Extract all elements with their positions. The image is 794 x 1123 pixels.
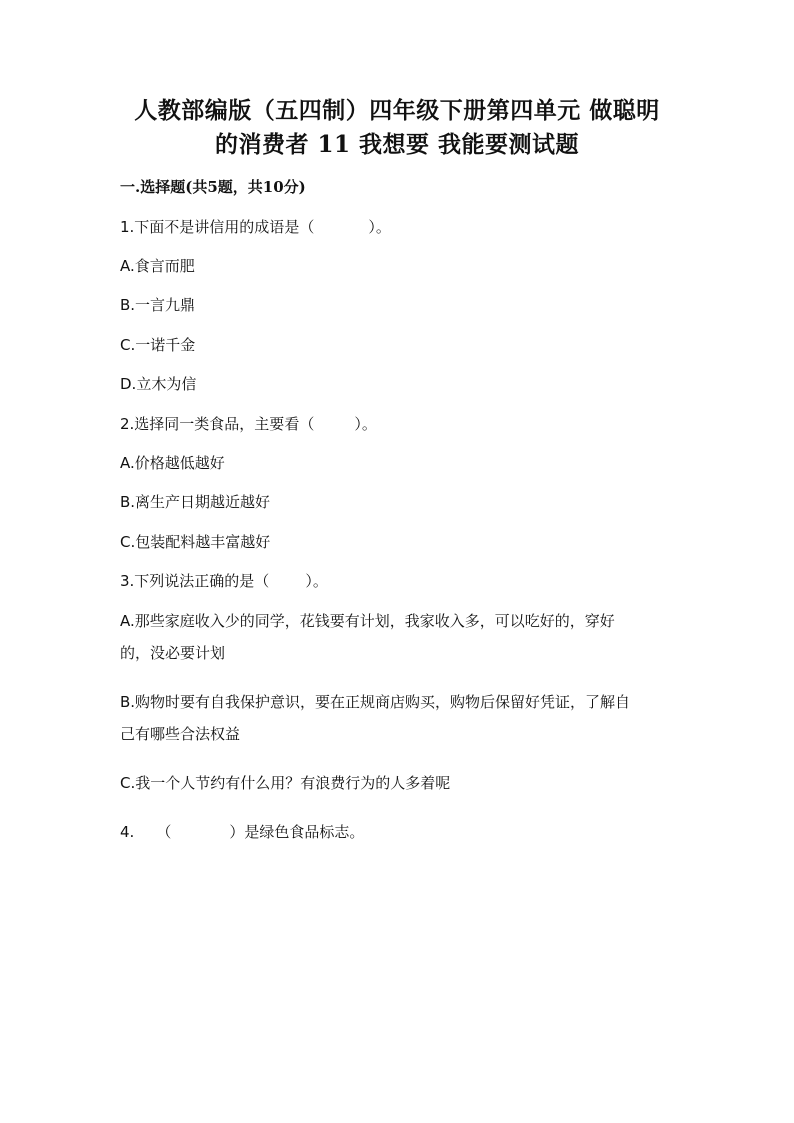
question-3-stem-end: ）。 [305,572,328,590]
question-4-stem [120,822,364,842]
question-1-option-a[interactable]: A.食言而肥 [120,257,195,275]
question-2-stem-end: ）。 [354,415,377,433]
question-3-option-a-line-1: A.那些家庭收入少的同学，花钱要有计划，我家收入多，可以吃好的，穿好 [120,612,615,630]
section-heading: 一.选择题(共5题，共10分) [120,178,306,196]
document-title-line-1: 人教部编版（五四制）四年级下册第四单元 做聪明 [134,97,660,124]
question-1-option-b[interactable]: B.一言九鼎 [120,296,196,314]
question-3-stem [120,571,328,591]
question-2-option-b[interactable]: B.离生产日期越近越好 [120,493,271,511]
question-1-option-c[interactable]: C.一诺千金 [120,336,196,354]
question-3-option-b-line-2: 己有哪些合法权益 [120,725,241,743]
question-2-stem [120,414,377,434]
question-2-stem-text: 2.选择同一类食品，主要看（ [120,415,315,433]
question-1-stem [120,217,391,237]
question-3-option-b-line-1: B.购物时要有自我保护意识，要在正规商店购买，购物后保留好凭证，了解自 [120,693,631,711]
question-1-option-d[interactable]: D.立木为信 [120,375,197,393]
question-4-stem-text: （ [156,823,172,841]
question-1-stem-end: ）。 [368,218,391,236]
document-title-line-2: 的消费者 11 我想要 我能要测试题 [214,131,580,158]
question-2-option-a[interactable]: A.价格越低越好 [120,454,225,472]
question-2-option-c[interactable]: C.包装配料越丰富越好 [120,533,271,551]
question-4-number: 4. [120,823,135,841]
question-3-option-a-line-2: 的，没必要计划 [120,644,226,662]
question-4-stem-end: ）是绿色食品标志。 [229,823,365,841]
question-1-stem-text: 1.下面不是讲信用的成语是（ [120,218,315,236]
question-3-option-c[interactable]: C.我一个人节约有什么用？有浪费行为的人多着呢 [120,774,451,792]
question-3-stem-text: 3.下列说法正确的是（ [120,572,270,590]
